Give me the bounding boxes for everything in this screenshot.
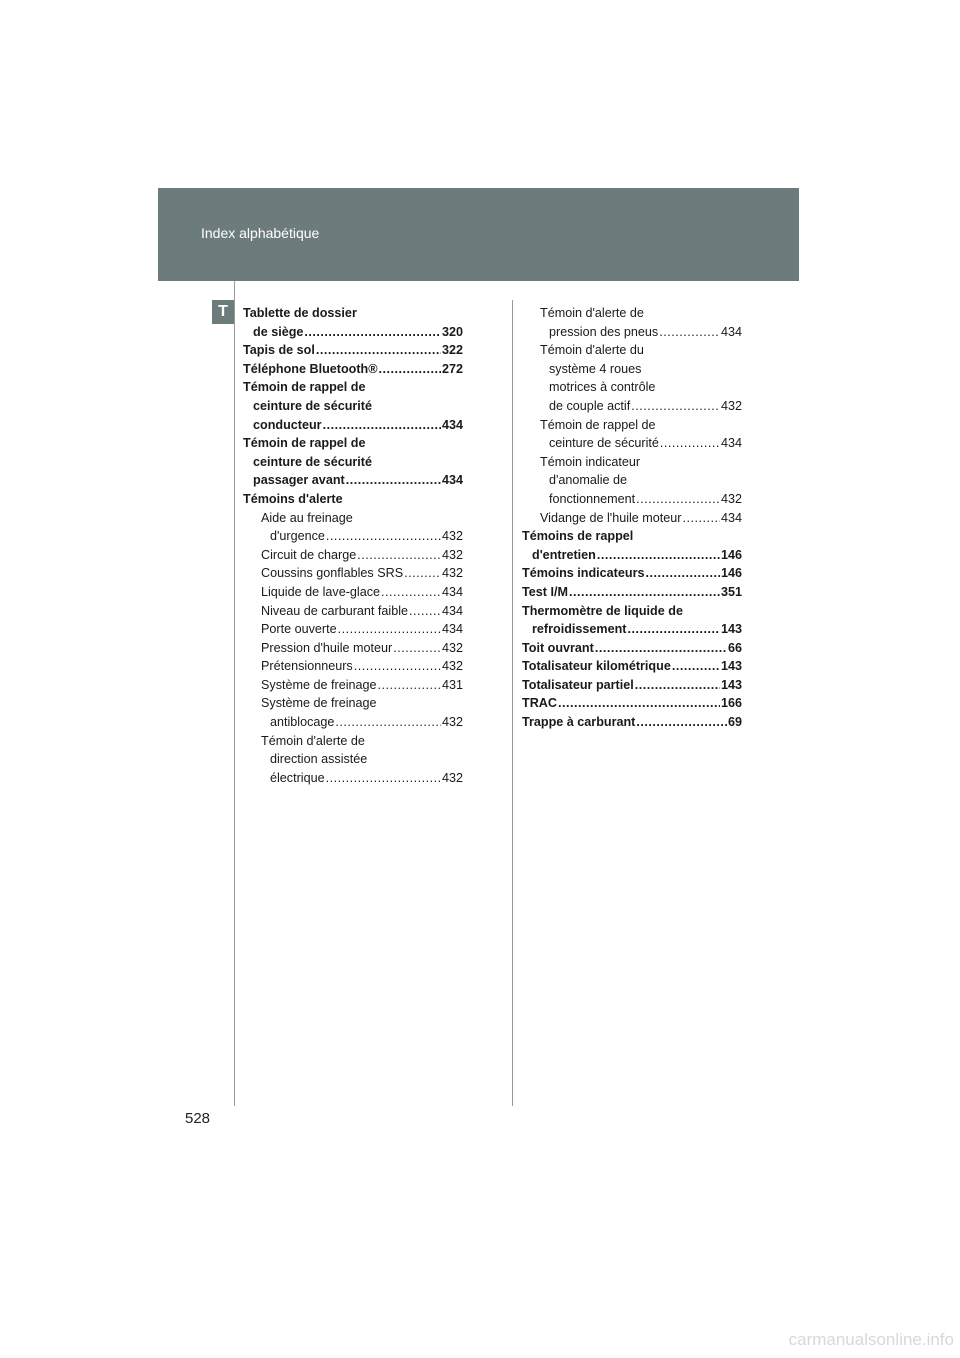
index-entry-text: Téléphone Bluetooth® <box>243 361 378 376</box>
leader-dots <box>323 416 441 435</box>
index-entry <box>243 676 463 695</box>
index-entry <box>522 304 742 323</box>
leader-dots <box>597 546 720 565</box>
index-entry <box>243 416 463 435</box>
index-entry <box>243 304 463 323</box>
leader-dots <box>645 564 720 583</box>
index-entry-text: ceinture de sécurité <box>253 454 372 469</box>
leader-dots <box>558 694 720 713</box>
index-entry-page: 432 <box>720 398 742 413</box>
index-entry <box>243 471 463 490</box>
leader-dots <box>304 323 441 342</box>
index-entry-page: 434 <box>441 622 463 637</box>
index-entry-page: 432 <box>441 640 463 655</box>
index-entry-text: Témoin d'alerte du <box>540 343 644 358</box>
index-entry-text: Vidange de l'huile moteur <box>540 510 682 525</box>
index-entry <box>243 546 463 565</box>
index-entry-page: 351 <box>720 584 742 599</box>
index-entry-page: 431 <box>441 677 463 692</box>
leader-dots <box>335 713 441 732</box>
leader-dots <box>683 509 720 528</box>
index-entry-text: d'anomalie de <box>549 473 628 488</box>
index-entry <box>522 602 742 621</box>
index-entry-text: Témoin indicateur <box>540 454 641 469</box>
index-entry <box>243 490 463 509</box>
index-entry <box>243 564 463 583</box>
index-entry-text: Porte ouverte <box>261 622 337 637</box>
index-entry <box>243 620 463 639</box>
index-entry-text: Thermomètre de liquide de <box>522 603 683 618</box>
index-entry <box>522 509 742 528</box>
leader-dots <box>404 564 441 583</box>
index-entry-text: système 4 roues <box>549 361 642 376</box>
index-entry <box>522 639 742 658</box>
index-entry-text: refroidissement <box>532 622 627 637</box>
index-entry-text: Témoin d'alerte de <box>261 733 365 748</box>
index-entry-page: 432 <box>720 491 742 506</box>
index-entry <box>522 583 742 602</box>
index-entry-page: 432 <box>441 547 463 562</box>
index-column-1 <box>243 304 463 787</box>
index-entry-text: Totalisateur partiel <box>522 677 634 692</box>
leader-dots <box>354 657 441 676</box>
header-band <box>158 188 799 281</box>
index-entry-page: 143 <box>720 659 742 674</box>
leader-dots <box>409 602 441 621</box>
leader-dots <box>326 527 441 546</box>
index-entry-page: 272 <box>441 361 463 376</box>
index-entry-page: 143 <box>720 622 742 637</box>
leader-dots <box>627 620 720 639</box>
leader-dots <box>595 639 727 658</box>
leader-dots <box>346 471 441 490</box>
leader-dots <box>631 397 720 416</box>
index-entry <box>522 453 742 472</box>
index-entry-page: 322 <box>441 343 463 358</box>
index-entry <box>243 639 463 658</box>
leader-dots <box>636 713 727 732</box>
page-number: 528 <box>185 1110 211 1127</box>
index-entry <box>243 397 463 416</box>
index-entry <box>243 341 463 360</box>
leader-dots <box>357 546 441 565</box>
index-entry <box>522 490 742 509</box>
index-entry-text: Totalisateur kilométrique <box>522 659 671 674</box>
index-entry-text: Système de freinage <box>261 696 377 711</box>
index-entry-page: 146 <box>720 566 742 581</box>
index-entry-text: Pression d'huile moteur <box>261 640 393 655</box>
index-entry-text: Toit ouvrant <box>522 640 594 655</box>
index-entry-page: 69 <box>727 715 742 730</box>
index-entry-text: ceinture de sécurité <box>253 398 372 413</box>
index-entry-text: fonctionnement <box>549 491 636 506</box>
index-entry-page: 166 <box>720 696 742 711</box>
leader-dots <box>659 323 720 342</box>
index-entry <box>522 323 742 342</box>
index-entry-page: 434 <box>720 510 742 525</box>
index-entry <box>522 378 742 397</box>
index-entry <box>243 769 463 788</box>
index-entry <box>243 602 463 621</box>
index-entry <box>522 434 742 453</box>
index-entry-page: 434 <box>441 584 463 599</box>
index-entry <box>243 732 463 751</box>
index-entry-text: Témoins de rappel <box>522 529 634 544</box>
index-entry-text: de siège <box>253 324 304 339</box>
index-entry-text: Prétensionneurs <box>261 659 353 674</box>
index-entry-page: 434 <box>441 473 463 488</box>
index-entry <box>243 713 463 732</box>
index-entry-text: Liquide de lave-glace <box>261 584 381 599</box>
index-entry-text: Tablette de dossier <box>243 306 357 320</box>
index-entry-text: Test I/M <box>522 584 568 599</box>
index-entry-text: Trappe à carburant <box>522 715 636 730</box>
index-entry-page: 143 <box>720 677 742 692</box>
index-entry <box>243 694 463 713</box>
index-entry-text: Témoin d'alerte de <box>540 306 644 320</box>
index-entry <box>243 657 463 676</box>
index-entry-page: 434 <box>720 324 742 339</box>
index-entry-text: électrique <box>270 770 325 785</box>
index-entry-page: 432 <box>441 566 463 581</box>
index-entry-text: Témoin de rappel de <box>540 417 656 432</box>
index-entry-page: 66 <box>727 640 742 655</box>
index-entry-page: 320 <box>441 324 463 339</box>
leader-dots <box>636 490 720 509</box>
index-entry-text: motrices à contrôle <box>549 380 656 395</box>
index-entry <box>243 527 463 546</box>
index-entry-text: Témoin de rappel de <box>243 380 366 395</box>
index-entry <box>522 397 742 416</box>
index-entry-text: ceinture de sécurité <box>549 436 659 451</box>
leader-dots <box>381 583 441 602</box>
index-entry <box>522 657 742 676</box>
index-entry <box>243 509 463 528</box>
leader-dots <box>569 583 720 602</box>
header-title: Index alphabétique <box>201 225 320 241</box>
index-entry-text: Niveau de carburant faible <box>261 603 409 618</box>
index-entry-text: Système de freinage <box>261 677 377 692</box>
leader-dots <box>393 639 441 658</box>
leader-dots <box>338 620 441 639</box>
index-entry <box>522 546 742 565</box>
index-entry <box>522 416 742 435</box>
column-divider <box>512 300 513 1106</box>
index-entry <box>243 360 463 379</box>
leader-dots <box>672 657 720 676</box>
index-entry <box>522 713 742 732</box>
index-entry-text: pression des pneus <box>549 324 659 339</box>
left-divider <box>234 281 235 1106</box>
index-entry-text: conducteur <box>253 417 322 432</box>
index-entry <box>243 434 463 453</box>
leader-dots <box>326 769 441 788</box>
index-entry-text: Témoin de rappel de <box>243 436 366 451</box>
index-entry-text: Coussins gonflables SRS <box>261 566 404 581</box>
leader-dots <box>660 434 720 453</box>
index-entry-text: passager avant <box>253 473 345 488</box>
leader-dots <box>316 341 441 360</box>
index-entry-text: Circuit de charge <box>261 547 357 562</box>
index-column-2 <box>522 304 742 732</box>
index-entry-page: 432 <box>441 770 463 785</box>
section-letter-tab: T <box>212 300 234 324</box>
index-entry-text: TRAC <box>522 696 557 711</box>
index-entry <box>522 676 742 695</box>
index-entry <box>522 341 742 360</box>
index-entry-text: Aide au freinage <box>261 510 353 525</box>
index-entry-text: d'entretien <box>532 547 596 562</box>
index-entry-text: d'urgence <box>270 529 325 544</box>
index-entry <box>243 323 463 342</box>
index-entry-text: antiblocage <box>270 715 335 730</box>
index-entry <box>522 360 742 379</box>
index-entry-text: direction assistée <box>270 752 368 767</box>
index-entry-text: Témoins indicateurs <box>522 566 645 581</box>
index-entry <box>522 694 742 713</box>
leader-dots <box>635 676 720 695</box>
index-entry-page: 434 <box>720 436 742 451</box>
index-entry-page: 434 <box>441 603 463 618</box>
watermark: carmanualsonline.info <box>788 1330 954 1349</box>
index-entry-page: 146 <box>720 547 742 562</box>
index-entry <box>243 583 463 602</box>
index-entry-page: 434 <box>441 417 463 432</box>
index-entry-text: Témoins d'alerte <box>243 491 343 506</box>
index-entry <box>522 564 742 583</box>
index-entry <box>243 750 463 769</box>
index-entry <box>243 453 463 472</box>
index-entry-page: 432 <box>441 529 463 544</box>
leader-dots <box>378 676 441 695</box>
index-entry <box>522 620 742 639</box>
index-entry-text: Tapis de sol <box>243 343 315 358</box>
index-entry-text: de couple actif <box>549 398 631 413</box>
index-entry <box>522 471 742 490</box>
index-entry-page: 432 <box>441 659 463 674</box>
index-entry-page: 432 <box>441 715 463 730</box>
index-entry <box>243 378 463 397</box>
index-entry <box>522 527 742 546</box>
leader-dots <box>379 360 441 379</box>
